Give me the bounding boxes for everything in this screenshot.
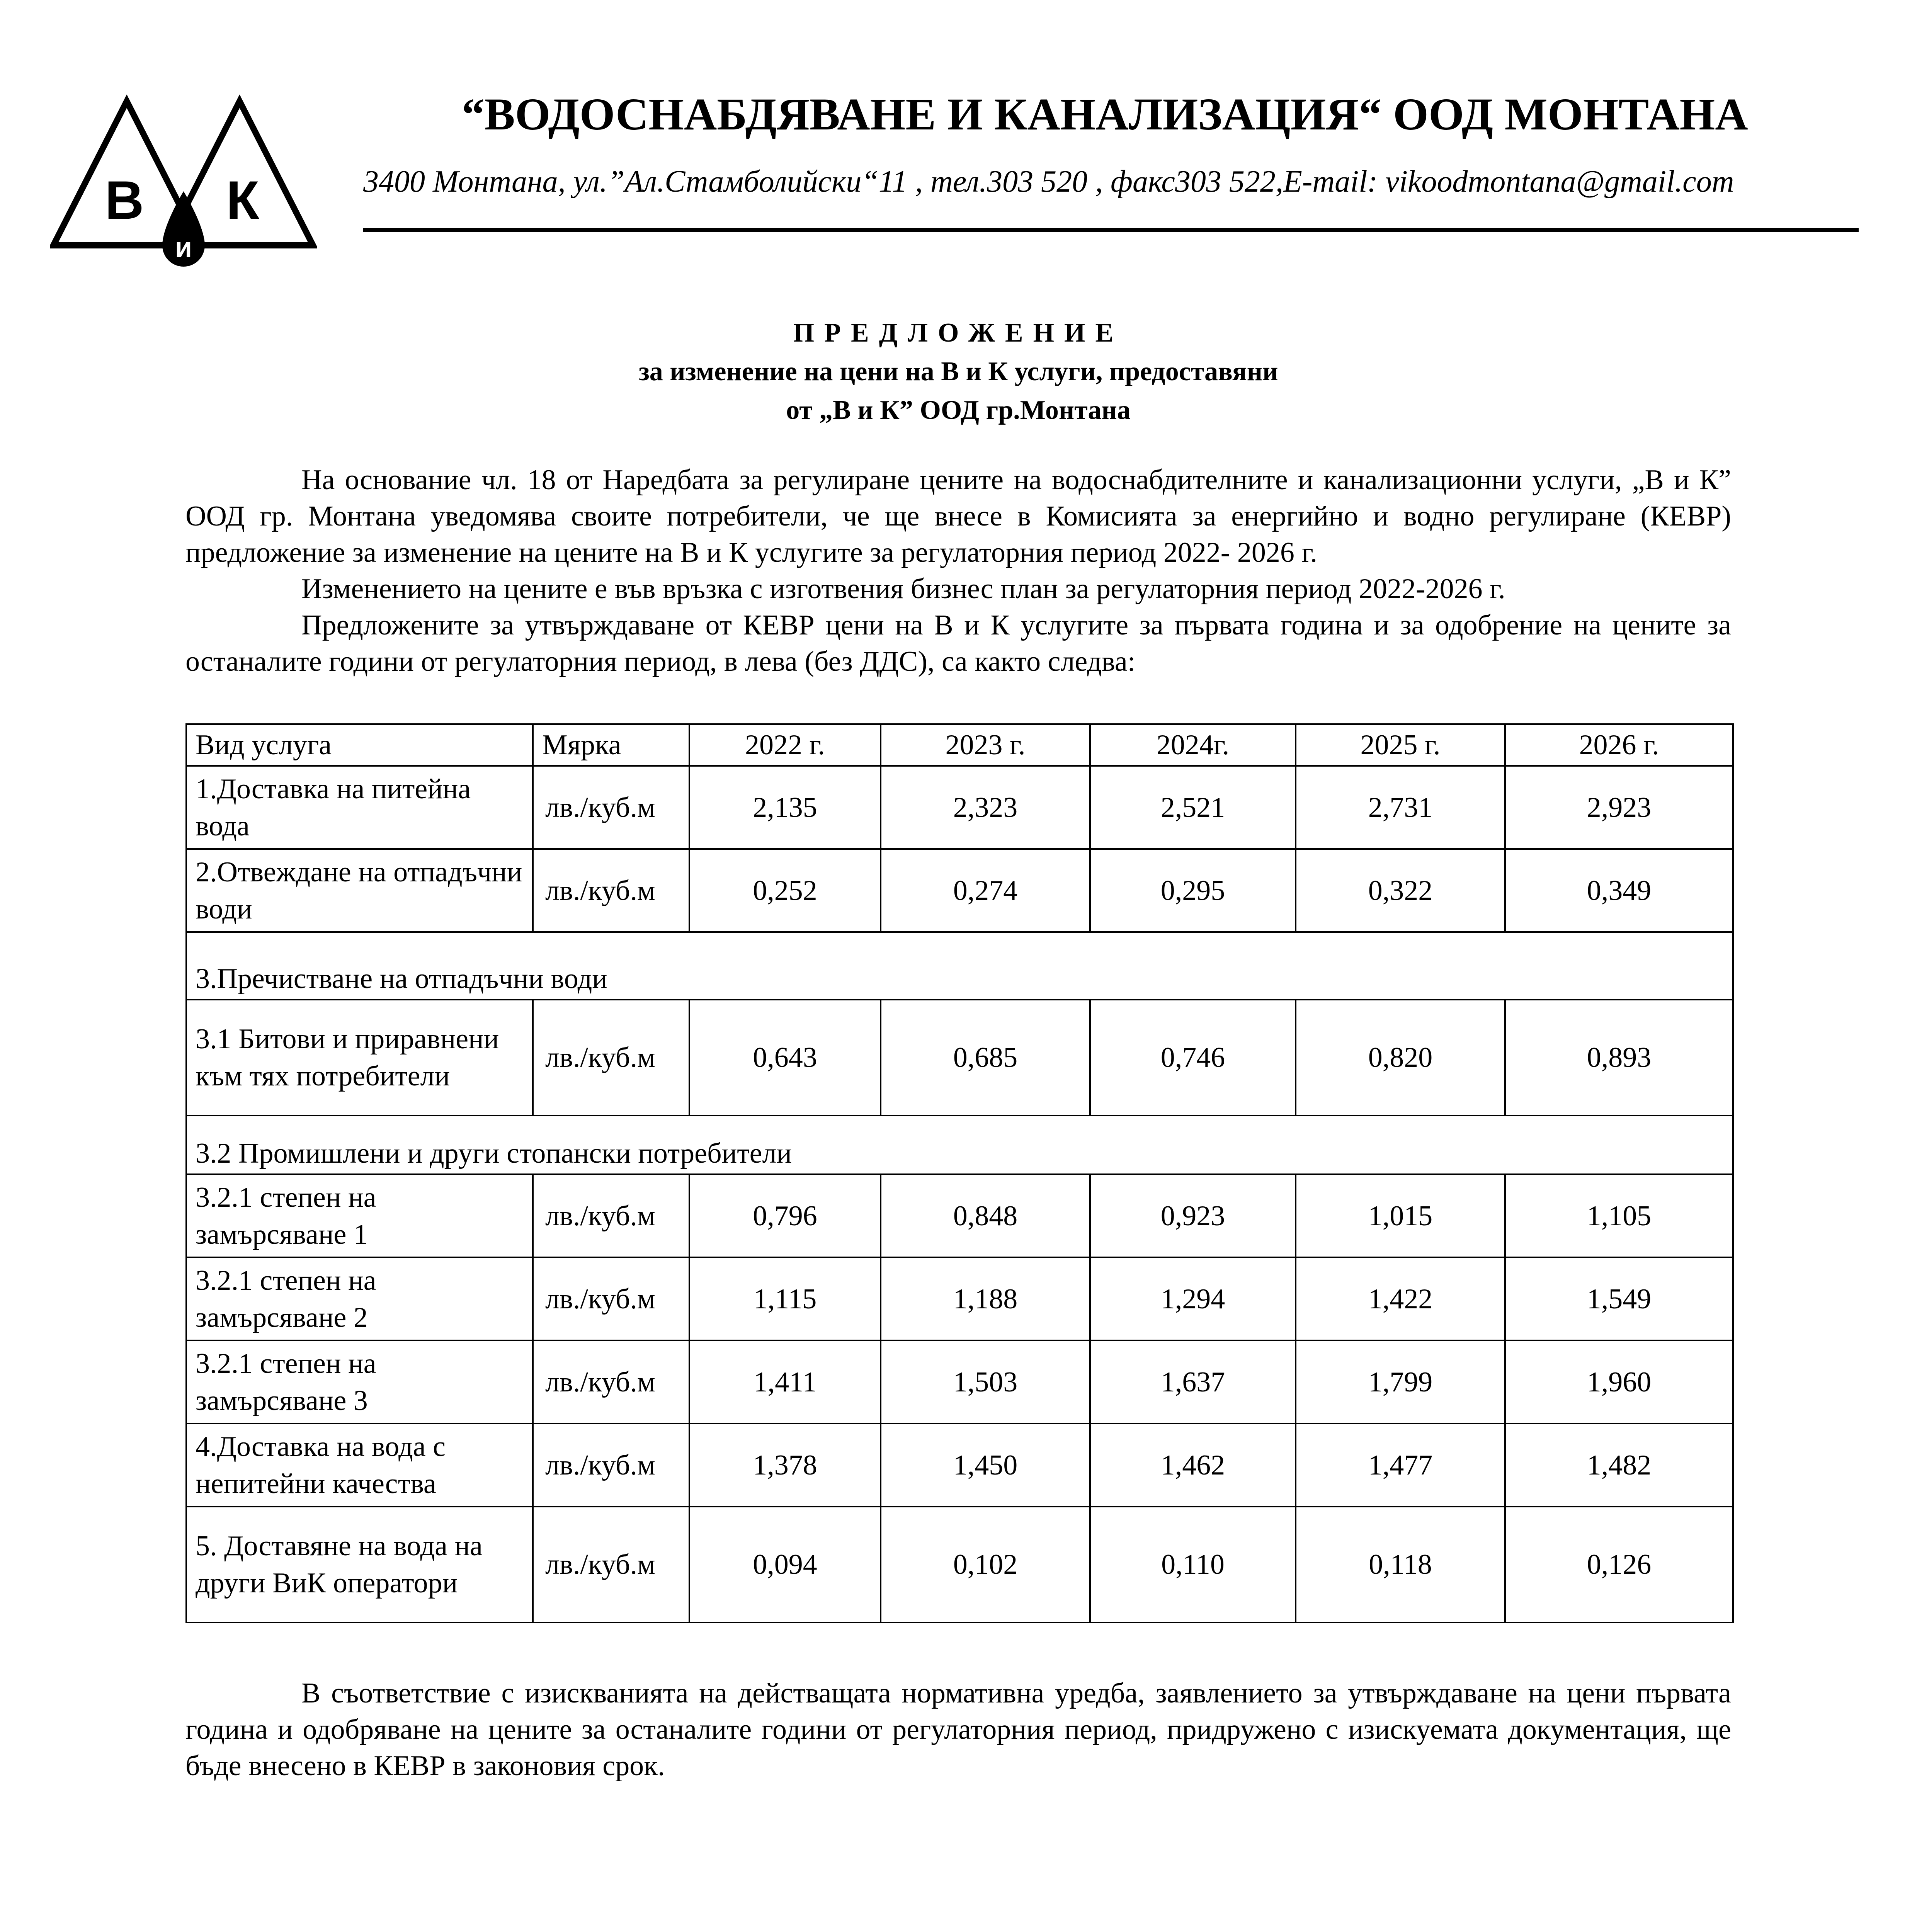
table-row [186, 1340, 1733, 1423]
price-2025: 0,820 [1296, 1000, 1505, 1116]
service-name: 4.Доставка на вода с непитейни качества [186, 1423, 533, 1507]
price-2022: 0,643 [689, 1000, 881, 1116]
paragraph-closing: В съответствие с изискванията на действащата нормативна уредба, заявлението за утвърждаване на цени първата година и одобряване на цените за останалите години от регулаторния период, придружено с изискуемата документация, ще бъде внесено в КЕВР в законовия срок. [185, 1677, 1731, 1782]
price-2026: 1,105 [1505, 1174, 1733, 1257]
price-2025: 2,731 [1296, 766, 1505, 849]
company-name: “ВОДОСНАБДЯВАНЕ И КАНАЛИЗАЦИЯ“ ООД МОНТАНА [462, 89, 1748, 139]
price-2023: 0,685 [881, 1000, 1090, 1116]
price-2024: 0,110 [1090, 1507, 1296, 1622]
section-heading: 3.Пречистване на отпадъчни води [186, 932, 1733, 1000]
header-year-2025: 2025 г. [1296, 724, 1505, 766]
section-heading: 3.2 Промишлени и други стопански потребители [186, 1116, 1733, 1174]
table-row [186, 849, 1733, 932]
price-2022: 2,135 [689, 766, 881, 849]
price-2023: 0,102 [881, 1507, 1090, 1622]
service-name: 5. Доставяне на вода на други ВиК оператори [186, 1507, 533, 1622]
header-year-2022: 2022 г. [689, 724, 881, 766]
price-2023: 1,188 [881, 1257, 1090, 1340]
service-name: 2.Отвеждане на отпадъчни води [186, 849, 533, 932]
document-title [185, 314, 1731, 430]
unit: лв./куб.м [533, 1174, 689, 1257]
company-address: 3400 Монтана, ул.”Ал.Стамболийски“11 , тел.303 520 , факс303 522,E-mail: vikoodmontana@gmail.com [363, 165, 1734, 199]
unit: лв./куб.м [533, 1507, 689, 1622]
header-divider [363, 228, 1859, 232]
title-main: ПРЕДЛОЖЕНИЕ [793, 318, 1124, 348]
vik-logo [50, 93, 317, 270]
price-2026: 1,960 [1505, 1340, 1733, 1423]
price-2023: 0,274 [881, 849, 1090, 932]
table-section-row [186, 932, 1733, 1000]
price-2025: 1,015 [1296, 1174, 1505, 1257]
service-name: 3.1 Битови и приравнени към тях потребители [186, 1000, 533, 1116]
price-2022: 1,115 [689, 1257, 881, 1340]
logo-letter-right: К [226, 170, 259, 230]
price-2022: 0,252 [689, 849, 881, 932]
price-2026: 0,126 [1505, 1507, 1733, 1622]
price-2025: 1,799 [1296, 1340, 1505, 1423]
title-line-3: от „В и К” ООД гр.Монтана [786, 395, 1131, 425]
price-2026: 0,893 [1505, 1000, 1733, 1116]
price-2024: 1,637 [1090, 1340, 1296, 1423]
header-unit: Мярка [533, 724, 689, 766]
table-row [186, 1174, 1733, 1257]
paragraph-business-plan: Изменението на цените е във връзка с изготвения бизнес план за регулаторния период 2022-2026 г. [301, 573, 1505, 605]
unit: лв./куб.м [533, 1423, 689, 1507]
service-name: 3.2.1 степен на замърсяване 3 [186, 1340, 533, 1423]
price-2025: 1,477 [1296, 1423, 1505, 1507]
price-2022: 1,411 [689, 1340, 881, 1423]
price-2026: 1,549 [1505, 1257, 1733, 1340]
price-2026: 2,923 [1505, 766, 1733, 849]
intro-text [185, 462, 1731, 680]
price-2025: 1,422 [1296, 1257, 1505, 1340]
price-2023: 1,450 [881, 1423, 1090, 1507]
header-year-2026: 2026 г. [1505, 724, 1733, 766]
table-row [186, 1423, 1733, 1507]
header-service: Вид услуга [186, 724, 533, 766]
paragraph-legal-basis: На основание чл. 18 от Наредбата за регулиране цените на водоснабдителните и канализационни услуги, „В и К” ООД гр. Монтана уведомява своите потребители, че ще внесе в Комисията за енергийно и водно регулиране (КЕВР) предложение за изменение на цените на В и К услугите за регулаторния период 2022- 2026 г. [185, 464, 1731, 568]
price-2023: 1,503 [881, 1340, 1090, 1423]
table-section-row [186, 1116, 1733, 1174]
price-2025: 0,118 [1296, 1507, 1505, 1622]
unit: лв./куб.м [533, 1000, 689, 1116]
price-2024: 0,746 [1090, 1000, 1296, 1116]
table-row [186, 766, 1733, 849]
header-year-2024: 2024г. [1090, 724, 1296, 766]
price-2024: 0,295 [1090, 849, 1296, 932]
title-line-2: за изменение на цени на В и К услуги, предоставяни [638, 357, 1278, 386]
paragraph-proposed-prices: Предложените за утвърждаване от КЕВР цени на В и К услугите за първата година и за одобрение на цените за останалите години от регулаторния период, в лева (без ДДС), са както следва: [185, 609, 1731, 677]
price-2023: 2,323 [881, 766, 1090, 849]
price-2025: 0,322 [1296, 849, 1505, 932]
service-name: 3.2.1 степен на замърсяване 2 [186, 1257, 533, 1340]
price-2022: 0,796 [689, 1174, 881, 1257]
table-row [186, 1507, 1733, 1622]
table-header-row [186, 724, 1733, 766]
price-2024: 0,923 [1090, 1174, 1296, 1257]
price-2024: 2,521 [1090, 766, 1296, 849]
header-year-2023: 2023 г. [881, 724, 1090, 766]
closing-text [185, 1675, 1731, 1784]
service-name: 3.2.1 степен на замърсяване 1 [186, 1174, 533, 1257]
price-2026: 0,349 [1505, 849, 1733, 932]
table-row [186, 1000, 1733, 1116]
unit: лв./куб.м [533, 849, 689, 932]
logo-drop-letter: и [175, 232, 192, 263]
price-2022: 1,378 [689, 1423, 881, 1507]
logo-letter-left: В [105, 170, 144, 230]
price-2024: 1,462 [1090, 1423, 1296, 1507]
price-table [185, 723, 1734, 1623]
price-2024: 1,294 [1090, 1257, 1296, 1340]
service-name: 1.Доставка на питейна вода [186, 766, 533, 849]
price-2023: 0,848 [881, 1174, 1090, 1257]
price-2022: 0,094 [689, 1507, 881, 1622]
table-row [186, 1257, 1733, 1340]
price-2026: 1,482 [1505, 1423, 1733, 1507]
unit: лв./куб.м [533, 766, 689, 849]
unit: лв./куб.м [533, 1340, 689, 1423]
unit: лв./куб.м [533, 1257, 689, 1340]
